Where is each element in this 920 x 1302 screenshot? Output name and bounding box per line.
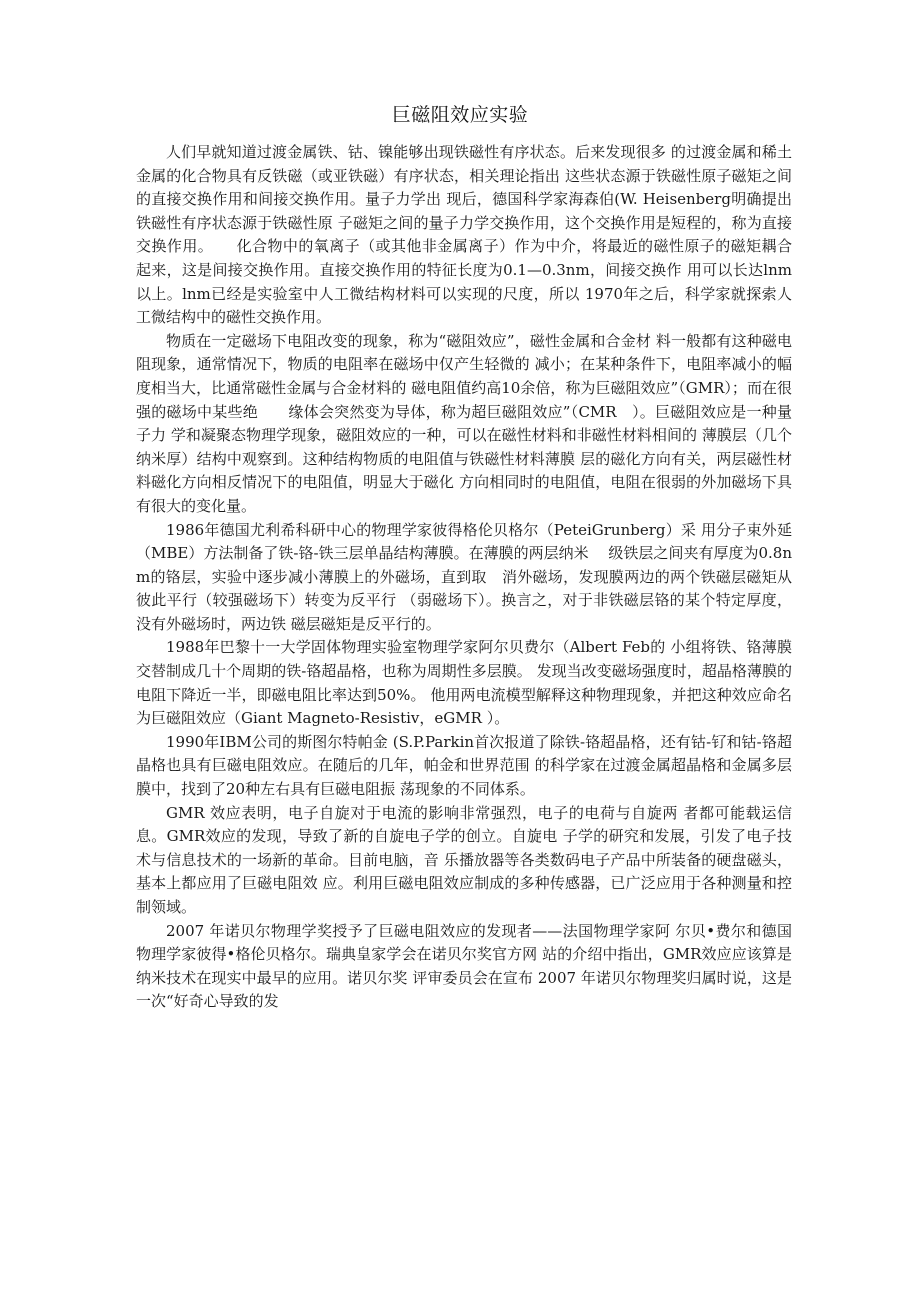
paragraph-nobel-2007: 2007 年诺贝尔物理学奖授予了巨磁电阻效应的发现者——法国物理学家阿 尔贝•费尔和德国物理学家彼得•格伦贝格尔。瑞典皇家学会在诺贝尔奖官方网 站的介绍中指出，GMR效应应该算是纳米技术在现实中最早的应用。诺贝尔奖 评审委员会在宣布 2007 年诺贝尔物理奖归属时说，这是一次“好奇心导致的发 [136,921,792,1011]
paragraph-fert-1988: 1988年巴黎十一大学固体物理实验室物理学家阿尔贝费尔（Albert Feb的 小组将铁、铬薄膜交替制成几十个周期的铁-铬超晶格，也称为周期性多层膜。 发现当改变磁场强度时，超晶格薄膜的电阻下降近一半，即磁电阻比率达到50%。 他用两电流模型解释这种物理现象，并把这种效应命名为巨磁阻效应（Giant Magneto-Resistiv，eGMR ）。 [136,638,792,728]
paragraph-grunberg-1986: 1986年德国尤利希科研中心的物理学家彼得格伦贝格尔（PeteiGrunberg）采 用分子束外延（MBE）方法制备了铁-铬-铁三层单晶结构薄膜。在薄膜的两层纳米 级铁层之间夹有厚度为0.8nm的铬层，实验中逐步减小薄膜上的外磁场，直到取 消外磁场，发现膜两边的两个铁磁层磁矩从彼此平行（较强磁场下）转变为反平行 （弱磁场下）。换言之，对于非铁磁层铬的某个特定厚度，没有外磁场时，两边铁 磁层磁矩是反平行的。 [136,520,792,633]
document-title: 巨磁阻效应实验 [391,104,529,126]
document-body [136,141,792,1014]
paragraph-magnetoresistance: 物质在一定磁场下电阻改变的现象，称为“磁阻效应”，磁性金属和合金材 料一般都有这种磁电阻现象，通常情况下，物质的电阻率在磁场中仅产生轻微的 减小；在某种条件下，电阻率减小的幅度相当大，比通常磁性金属与合金材料的 磁电阻值约高10余倍，称为巨磁阻效应”（GMR）；而在很强的磁场中某些绝 缘体会突然变为导体，称为超巨磁阻效应”（CMR ）。巨磁阻效应是一种量子力 学和凝聚态物理学现象，磁阻效应的一种，可以在磁性材料和非磁性材料相间的 薄膜层（几个纳米厚）结构中观察到。这种结构物质的电阻值与铁磁性材料薄膜 层的磁化方向有关，两层磁性材料磁化方向相反情况下的电阻值，明显大于磁化 方向相同时的电阻值，电阻在很弱的外加磁场下具有很大的变化量。 [136,331,792,515]
paragraph-parkin-1990: 1990年IBM公司的斯图尔特帕金 (S.P.Parkin首次报道了除铁-铬超晶格，还有钴-钌和钴-铬超晶格也具有巨磁电阻效应。在随后的几年，帕金和世界范围 的科学家在过渡金属超晶格和金属多层膜中，找到了20种左右具有巨磁电阻振 荡现象的不同体系。 [136,732,792,799]
paragraph-gmr-applications: GMR 效应表明，电子自旋对于电流的影响非常强烈，电子的电荷与自旋两 者都可能载运信息。GMR效应的发现，导致了新的自旋电子学的创立。自旋电 子学的研究和发展，引发了电子技术与信息技术的一场新的革命。目前电脑，音 乐播放器等各类数码电子产品中所装备的硬盘磁头，基本上都应用了巨磁电阻效 应。利用巨磁电阻效应制成的多种传感器，已广泛应用于各种测量和控制领域。 [136,803,792,916]
paragraph-exchange-interaction: 人们早就知道过渡金属铁、钴、镍能够出现铁磁性有序状态。后来发现很多 的过渡金属和稀土金属的化合物具有反铁磁（或亚铁磁）有序状态，相关理论指出 这些状态源于铁磁性原子磁矩之间的直接交换作用和间接交换作用。量子力学出 现后，德国科学家海森伯(W. Heisenberg明确提出铁磁性有序状态源于铁磁性原 子磁矩之间的量子力学交换作用，这个交换作用是短程的，称为直接交换作用。 化合物中的氧离子（或其他非金属离子）作为中介，将最近的磁性原子的磁矩耦合 起来，这是间接交换作用。直接交换作用的特征长度为0.1—0.3nm，间接交换作 用可以长达lnm以上。lnm已经是实验室中人工微结构材料可以实现的尺度，所以 1970年之后，科学家就探索人工微结构中的磁性交换作用。 [136,143,792,327]
